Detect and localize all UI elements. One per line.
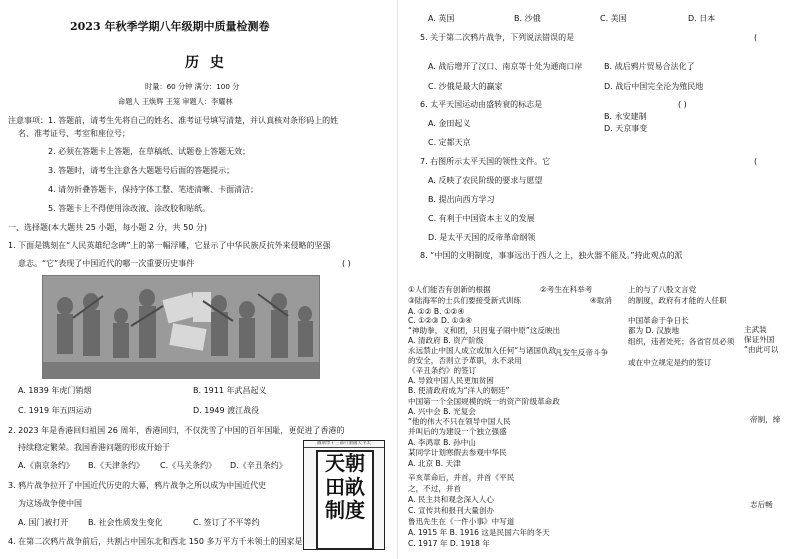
collage-line: A. 民主共和观念深入人心 bbox=[408, 495, 494, 504]
collage-line: 某同学计划寒假去参观中华民 bbox=[408, 448, 507, 457]
answer-paren: ( ) bbox=[342, 259, 351, 268]
side-note: 主武装 bbox=[744, 325, 767, 334]
q5-stem: 5. 关于第二次鸦片战争，下列说法错误的是 bbox=[420, 33, 575, 42]
section-heading: 一、选择题(本大题共 25 小题，每小题 2 分，共 50 分) bbox=[8, 223, 207, 232]
collage-line: A. 李鸿章 B. 孙中山 bbox=[408, 438, 476, 447]
q7-option-b[interactable]: B. 提出向西方学习 bbox=[428, 195, 495, 204]
q3-stem: 为这场战争使中国 bbox=[18, 499, 82, 508]
q2-option-a[interactable]: A.《南京条约》 bbox=[18, 461, 74, 470]
q7-option-a[interactable]: A. 反映了农民阶级的要求与愿望 bbox=[428, 176, 543, 185]
exam-title: 2023 年秋季学期八年级期中质量检测卷 bbox=[70, 20, 270, 33]
collage-line: C. ①②③ D. ①③④ bbox=[408, 316, 473, 325]
collage-line: ③陆海军的士兵们要接受新式训练 bbox=[408, 296, 522, 305]
q4-option-d[interactable]: D. 日本 bbox=[688, 14, 716, 23]
answer-paren: ( bbox=[754, 157, 758, 166]
q1-option-c[interactable]: C. 1919 年五四运动 bbox=[18, 406, 92, 415]
subject-title: 历 史 bbox=[185, 55, 227, 71]
collage-line: 中国革命于争日长 bbox=[628, 316, 689, 325]
collage-line: 上的与了八股文言党 bbox=[628, 285, 697, 294]
collage-line: 之，不过，并首 bbox=[408, 484, 462, 493]
collage-line: 《辛丑条约》的签订 bbox=[408, 366, 477, 375]
collage-line: C. 1917 年 D. 1918 年 bbox=[408, 539, 490, 548]
q5-option-a[interactable]: A. 战后增开了汉口、南京等十处为通商口岸 bbox=[428, 62, 583, 71]
document-title: 天朝田畝制度 bbox=[316, 450, 374, 550]
collage-line: 或在中立规定是约的签订 bbox=[628, 358, 712, 367]
collage-line: A. 清政府 B. 资产阶级 bbox=[408, 336, 484, 345]
relief-figures bbox=[43, 276, 319, 378]
q1-option-d[interactable]: D. 1949 渡江战役 bbox=[193, 406, 260, 415]
q2-option-d[interactable]: D.《辛丑条约》 bbox=[230, 461, 287, 470]
collage-line: A. 导致中国人民更加贫困 bbox=[408, 376, 494, 385]
q5-option-b[interactable]: B. 战后鸦片贸易合法化了 bbox=[604, 62, 695, 71]
answer-paren: ( ) bbox=[678, 100, 687, 109]
collage-line: C. 宣传共和报刊大量创办 bbox=[408, 506, 495, 515]
q2-stem: 2. 2023 年是香港回归祖国 26 周年，香港回归，不仅洗雪了中国的百年国耻，更促进了香港的 bbox=[8, 426, 345, 435]
q6-option-c[interactable]: C. 定都天京 bbox=[428, 138, 471, 147]
collage-line: A. 1915 年 B. 1916 这是民国六年的冬天 bbox=[408, 528, 550, 537]
note-line: 5. 答题卡上不得使用涂改液、涂改胶和贴纸。 bbox=[48, 204, 211, 213]
collage-line: “神助拳，义和团，只因鬼子闹中原”这反映出 bbox=[408, 326, 561, 335]
collage-line: 的制度，政府有才能的人任职 bbox=[628, 296, 727, 305]
note-line: 注意事项：1. 答题前，请考生先将自己的姓名、准考证号填写清楚，并认真核对条形码上的姓 bbox=[8, 116, 339, 125]
collage-line: 永远禁止中国人成立或加入任何“与诸国仇敌 bbox=[408, 346, 557, 355]
q2-option-b[interactable]: B.《天津条约》 bbox=[88, 461, 145, 470]
collage-line: A. ①② B. ①②④ bbox=[408, 307, 465, 316]
note-line: 名、准考证号、考室和座位号； bbox=[18, 129, 130, 138]
collage-line: 组织，违者处死；各省官员必须 bbox=[628, 337, 735, 346]
collage-line: 的安全，否则立予革职，永不录用 bbox=[408, 356, 522, 365]
collage-line: B. 使清政府成为“洋人的朝廷” bbox=[408, 386, 510, 395]
q6-option-b[interactable]: B. 永安建制 bbox=[604, 112, 647, 121]
q4-stem: 4. 在第二次鸦片战争前后，共割占中国东北和西北 150 多万平方千米领土的国家是 bbox=[8, 537, 303, 546]
q5-option-c[interactable]: C. 沙俄是最大的赢家 bbox=[428, 82, 503, 91]
note-line: 4. 请勿折叠答题卡，保持字体工整、笔迹清晰、卡面清洁； bbox=[48, 185, 259, 194]
side-note: 帝制，缔 bbox=[750, 415, 781, 424]
heavenly-kingdom-land-system-document bbox=[303, 440, 385, 550]
note-line: 3. 答题时，请考生注意各大题题号后面的答题提示； bbox=[48, 166, 235, 175]
collage-line: 并叫后的为建设一个独立强盛 bbox=[408, 427, 507, 436]
q5-option-d[interactable]: D. 战后中国完全沦为殖民地 bbox=[604, 82, 704, 91]
q2-option-c[interactable]: C.《马关条约》 bbox=[160, 461, 217, 470]
collage-line: A. 兴中会 B. 光复会 bbox=[408, 407, 476, 416]
side-note: 保证外国 bbox=[744, 335, 775, 344]
q4-option-a[interactable]: A. 英国 bbox=[428, 14, 455, 23]
authors: 命题人 王焕辉 王笼 审题人：李耀林 bbox=[118, 97, 233, 106]
collage-line: “他的伟大不只在领导中国人民 bbox=[408, 417, 511, 426]
q1-stem: 1. 下面是镌刻在“人民英雄纪念碑”上的第一幅浮雕，它显示了中华民族反抗外来侵略的坚强 bbox=[8, 241, 331, 250]
collage-line: 鲁迅先生在《一件小事》中写道 bbox=[408, 517, 515, 526]
q6-stem: 6. 太平天国运动由盛转衰的标志是 bbox=[420, 100, 543, 109]
q4-option-b[interactable]: B. 沙俄 bbox=[514, 14, 541, 23]
collage-line: 中国第一个全国规模的统一的资产阶级革命政 bbox=[408, 397, 560, 406]
note-line: 2. 必须在答题卡上答题，在草稿纸、试题卷上答题无效； bbox=[48, 147, 251, 156]
q7-option-c[interactable]: C. 有利于中国资本主义的发展 bbox=[428, 214, 535, 223]
collage-line: ①人们能否有创新的根据 bbox=[408, 285, 491, 294]
q1-stem: 意志。“它”表现了中国近代的哪一次重要历史事件 bbox=[18, 259, 195, 268]
collage-line: 都为 D. 汉族地 bbox=[628, 326, 680, 335]
monument-relief-image bbox=[42, 275, 320, 379]
q6-option-a[interactable]: A. 金田起义 bbox=[428, 119, 471, 128]
q7-stem: 7. 右图所示太平天国的领性文件。它 bbox=[420, 157, 551, 166]
q3-option-c[interactable]: C. 签订了不平等约 bbox=[193, 518, 260, 527]
collage-line: 凡发生反帝斗争 bbox=[555, 348, 609, 357]
column-divider bbox=[397, 0, 398, 559]
document-header: 圖斯學千三部行頒國天平太 bbox=[304, 441, 384, 448]
q1-option-a[interactable]: A. 1839 年虎门销烟 bbox=[18, 386, 92, 395]
side-note: 志后畅 bbox=[750, 500, 773, 509]
q6-option-d[interactable]: D. 天京事变 bbox=[604, 124, 648, 133]
collage-line: ②考生在科举考 bbox=[540, 285, 593, 294]
time-info: 时量：60 分钟 满分：100 分 bbox=[145, 82, 240, 91]
q3-option-b[interactable]: B. 社会性质发生变化 bbox=[88, 518, 163, 527]
q4-option-c[interactable]: C. 美国 bbox=[600, 14, 627, 23]
answer-paren: ( bbox=[754, 33, 758, 42]
q2-stem: 持续稳定繁荣。我国香港问题的形成开始于 bbox=[18, 443, 170, 452]
q7-option-d[interactable]: D. 是太平天国的反帝革命纲领 bbox=[428, 233, 536, 242]
collage-line: 辛亥革命后，并首，并首《平民 bbox=[408, 473, 515, 482]
q3-stem: 3. 鸦片战争拉开了中国近代历史的大幕，鸦片战争之所以成为中国近代史 bbox=[8, 481, 267, 490]
collage-line: A. 北京 B. 天津 bbox=[408, 459, 461, 468]
q8-stem: 8. “中国的文明制度，事事远出于西人之上，独火器不能及。”持此观点的派 bbox=[420, 251, 683, 260]
collage-line: ④取消 bbox=[590, 296, 612, 305]
q3-option-a[interactable]: A. 国门被打开 bbox=[18, 518, 69, 527]
q1-option-b[interactable]: B. 1911 年武昌起义 bbox=[193, 386, 267, 395]
side-note: “由此可以 bbox=[744, 345, 779, 354]
